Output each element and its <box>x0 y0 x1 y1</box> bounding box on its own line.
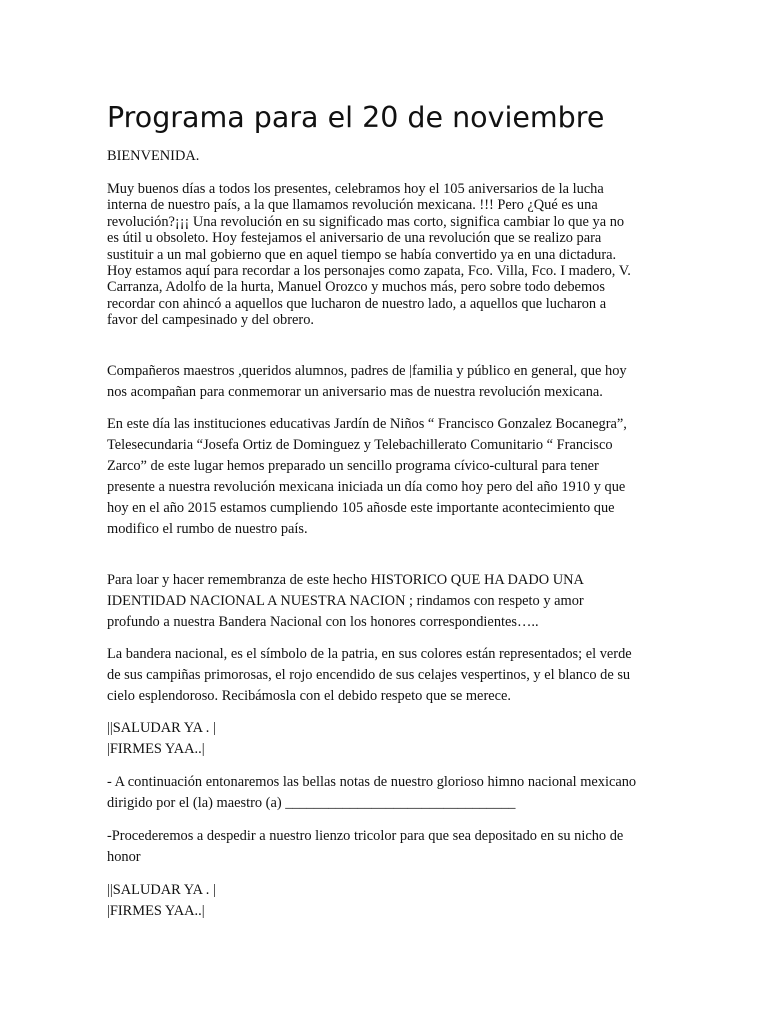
text-line: Telesecundaria “Josefa Ortiz de Dominguez y Telebachillerato Comunitario “ Francisco <box>107 437 613 453</box>
text-line: cielo esplendoroso. Recibámosla con el debido respeto que se merece. <box>107 688 511 704</box>
text-line: En este día las instituciones educativas Jardín de Niños “ Francisco Gonzalez Bocanegra”, <box>107 416 627 432</box>
paragraph-flag <box>107 644 632 707</box>
text-line: honor <box>107 849 141 865</box>
text-line: -Procederemos a despedir a nuestro lienzo tricolor para que sea depositado en su nicho de <box>107 828 624 844</box>
text-line: - A continuación entonaremos las bellas notas de nuestro glorioso himno nacional mexicano <box>107 774 637 790</box>
paragraph-greeting <box>107 361 627 403</box>
text-line: Carranza, Adolfo de la hurta, Manuel Orozco y muchos más, pero sobre todo debemos <box>107 279 605 296</box>
paragraph-salute-1 <box>107 718 216 760</box>
text-line: IDENTIDAD NACIONAL A NUESTRA NACION ; rindamos con respeto y amor <box>107 593 584 609</box>
text-line: La bandera nacional, es el símbolo de la patria, en sus colores están representados; el verde <box>107 646 632 662</box>
text-line: de sus campiñas primorosas, el rojo encendido de sus celajes vespertinos, y el blanco de su <box>107 667 631 683</box>
text-line: interna de nuestro país, a la que llamamos revolución mexicana. !!! Pero ¿Qué es una <box>107 197 598 214</box>
text-line: recordar con ahincó a aquellos que lucharon de nuestro lado, a aquellos que lucharon a <box>107 295 607 312</box>
paragraph-farewell <box>107 826 623 868</box>
text-line: Muy buenos días a todos los presentes, celebramos hoy el 105 aniversarios de la lucha <box>107 181 604 197</box>
text-line: modifico el rumbo de nuestro país. <box>107 521 308 537</box>
text-line: Compañeros maestros ,queridos alumnos, padres de |familia y público en general, que hoy <box>107 363 627 379</box>
paragraph-honors <box>107 570 584 633</box>
paragraph-intro <box>107 181 631 329</box>
paragraph-salute-2 <box>107 880 216 922</box>
text-line: revolución?¡¡¡ Una revolución en su significado mas corto, significa cambiar lo que ya no <box>107 213 625 230</box>
text-line: Para loar y hacer remembranza de este hecho HISTORICO QUE HA DADO UNA <box>107 572 584 588</box>
page-title: Programa para el 20 de noviembre <box>107 101 605 134</box>
text-line: sustituir a un mal gobierno que en aquel tiempo se había convertido ya en una dictadura. <box>107 246 617 263</box>
text-line: ||SALUDAR YA . | <box>107 720 216 736</box>
text-line: hoy en el año 2015 estamos cumpliendo 105 añosde este importante acontecimiento que <box>107 500 615 516</box>
text-line: presente a nuestra revolución mexicana iniciada un día como hoy pero del año 1910 y que <box>107 479 626 495</box>
text-line: nos acompañan para conmemorar un aniversario mas de nuestra revolución mexicana. <box>107 384 603 400</box>
text-line: |FIRMES YAA..| <box>107 903 205 919</box>
paragraph-welcome <box>107 146 199 167</box>
text-line: favor del campesinado y del obrero. <box>107 312 314 329</box>
paragraph-anthem <box>107 772 636 814</box>
paragraph-institutions <box>107 414 627 540</box>
text-line: Hoy estamos aquí para recordar a los personajes como zapata, Fco. Villa, Fco. I madero, V. <box>107 262 631 279</box>
text-line: |FIRMES YAA..| <box>107 741 205 757</box>
text-line: dirigido por el (la) maestro (a) ________________________________ <box>107 795 516 811</box>
text-line: es útil u obsoleto. Hoy festejamos el aniversario de una revolución que se realizo para <box>107 230 602 247</box>
text-line: BIENVENIDA. <box>107 148 200 164</box>
text-line: Zarco” de este lugar hemos preparado un sencillo programa cívico-cultural para tener <box>107 458 599 474</box>
text-line: ||SALUDAR YA . | <box>107 882 216 898</box>
text-line: profundo a nuestra Bandera Nacional con los honores correspondientes….. <box>107 614 539 630</box>
